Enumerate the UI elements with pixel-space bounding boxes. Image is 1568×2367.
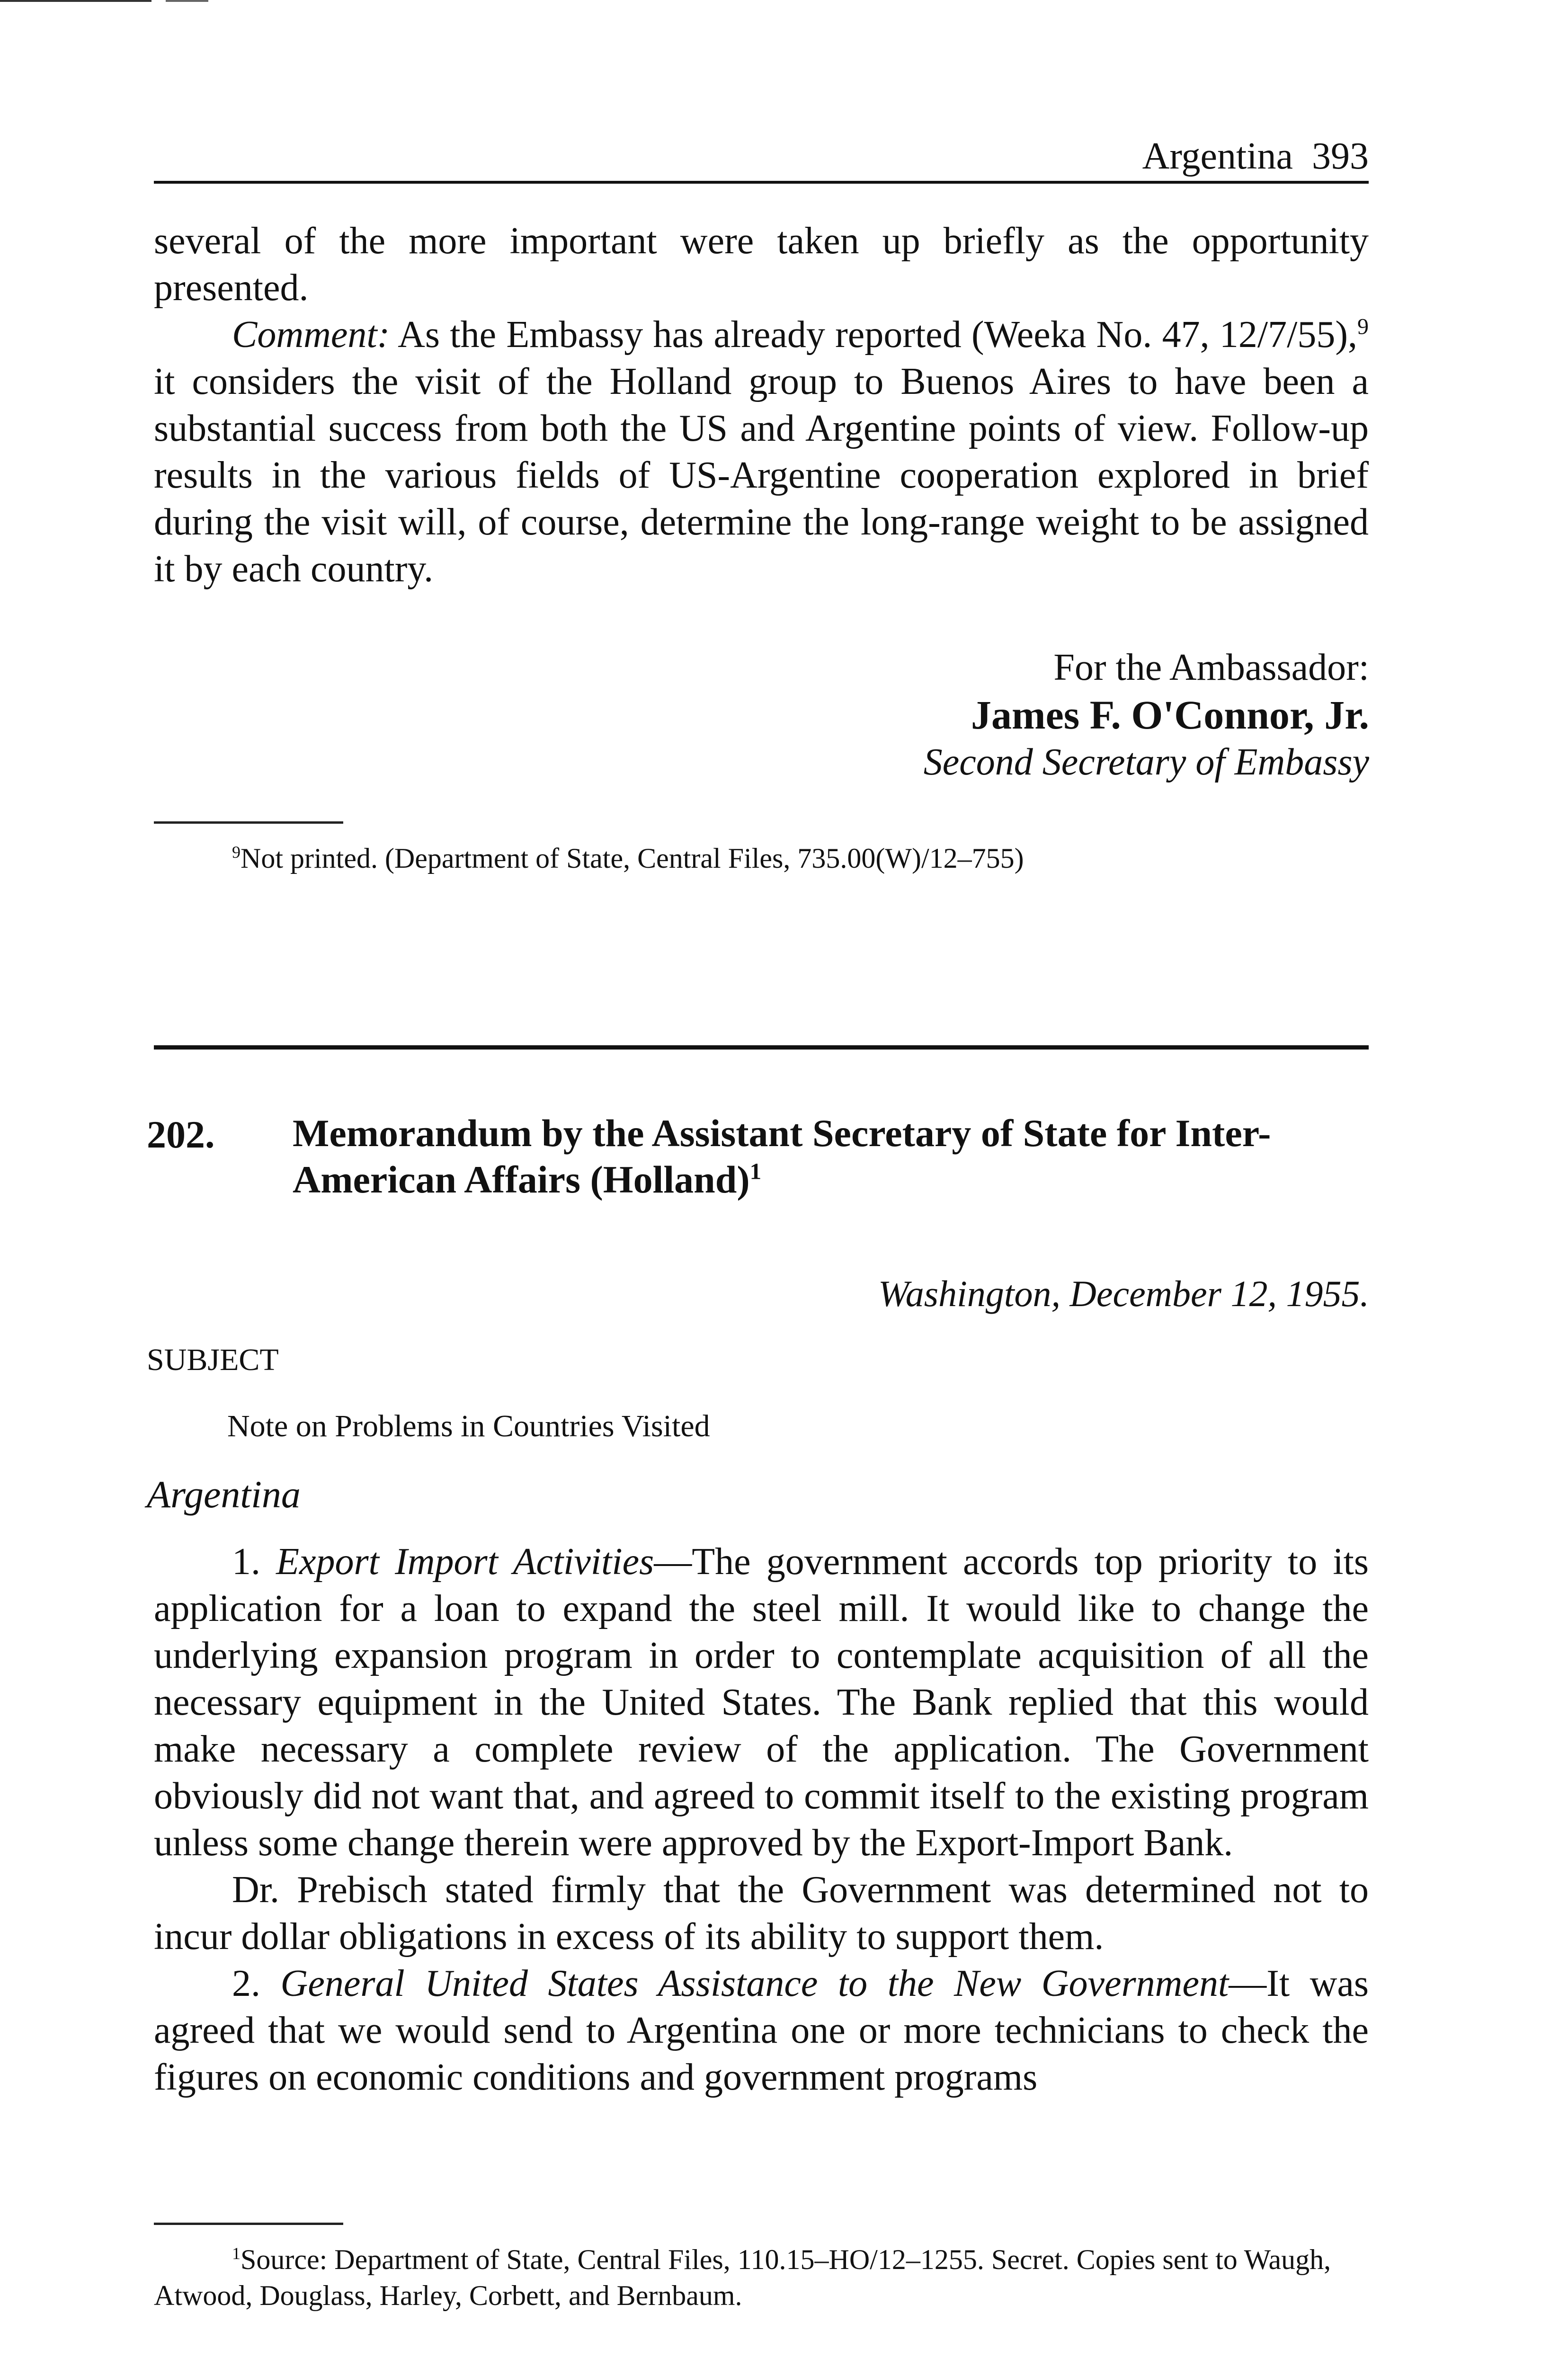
signature-title: Second Secretary of Embassy xyxy=(923,741,1369,783)
document-number: 202. xyxy=(147,1113,215,1156)
footnote-9 xyxy=(154,840,1369,876)
footnote-mark: 1 xyxy=(232,2244,241,2263)
footnote-ref-9: 9 xyxy=(1357,314,1369,339)
footnote-1 xyxy=(154,2242,1369,2314)
signature-closing: For the Ambassador: xyxy=(1053,647,1369,688)
footnote-mark: 9 xyxy=(232,843,241,862)
item-2-title: General United States Assistance to the New Government xyxy=(280,1963,1229,2004)
item-1-title: Export Import Activities xyxy=(276,1541,654,1583)
subject-text: Note on Problems in Countries Visited xyxy=(227,1409,710,1443)
dateline: Washington, December 12, 1955. xyxy=(878,1273,1369,1314)
comment-label: Comment: xyxy=(232,314,390,356)
item-2: 2. General United States Assistance to the New Government—It was agreed that we would send to Argentina one or more technicians to check the figures on economic conditions and government programs xyxy=(154,1963,1369,2098)
paragraph: several of the more important were taken up briefly as the opportunity presented. xyxy=(154,220,1369,309)
scan-edge-mark xyxy=(0,0,151,2)
paragraph: Dr. Prebisch stated firmly that the Government was determined not to incur dollar obligations in excess of its ability to support them. xyxy=(154,1869,1369,1958)
section-divider xyxy=(154,1045,1369,1050)
footnote-rule xyxy=(154,821,343,824)
scan-edge-mark xyxy=(166,0,208,2)
document-title: Memorandum by the Assistant Secretary of State for Inter-American Affairs (Holland)$^1$ xyxy=(293,1112,1271,1201)
signature-name: James F. O'Connor, Jr. xyxy=(971,692,1369,738)
footnote-rule xyxy=(154,2223,343,2225)
running-header-section: Argentina xyxy=(1142,135,1293,177)
subject-label: SUBJECT xyxy=(147,1343,279,1377)
item-1: 1. Export Import Activities—The government accords top priority to its application for a loan to expand the steel mill. It would like to change the underlying expansion program in order to contemplate acquisition of all the necessary equipment in the United States. The Bank replied that this would make necessary a complete review of the application. The Government obviously did not want that, and agreed to commit itself to the existing program unless some change therein were approved by the Export-Import Bank. xyxy=(154,1541,1369,1864)
footnote-text: Not printed. (Department of State, Central Files, 735.00(W)/12–755) xyxy=(241,843,1024,874)
continued-text xyxy=(154,218,1369,593)
running-header xyxy=(154,128,1369,184)
page-number: 393 xyxy=(1312,135,1369,177)
footnote-ref-1: 1 xyxy=(749,1158,762,1184)
footnote-text: Source: Department of State, Central Files, 110.15–HO/12–1255. Secret. Copies sent to Waugh, Atwood, Douglass, Harley, Corbett, and Bernbaum. xyxy=(154,2244,1331,2311)
country-heading: Argentina xyxy=(147,1473,301,1516)
signature-block xyxy=(924,644,1369,786)
comment-paragraph: Comment: As the Embassy has already reported (Weeka No. 47, 12/7/55),$^9$ it considers the visit of the Holland group to Buenos Aires to have been a substantial success from both the US and Argentine points of view. Follow-up results in the various fields of US-Argentine cooperation explored in brief during the visit will, of course, determine the long-range weight to be assigned it by each country. xyxy=(154,314,1369,590)
memorandum-body xyxy=(154,1539,1369,2101)
